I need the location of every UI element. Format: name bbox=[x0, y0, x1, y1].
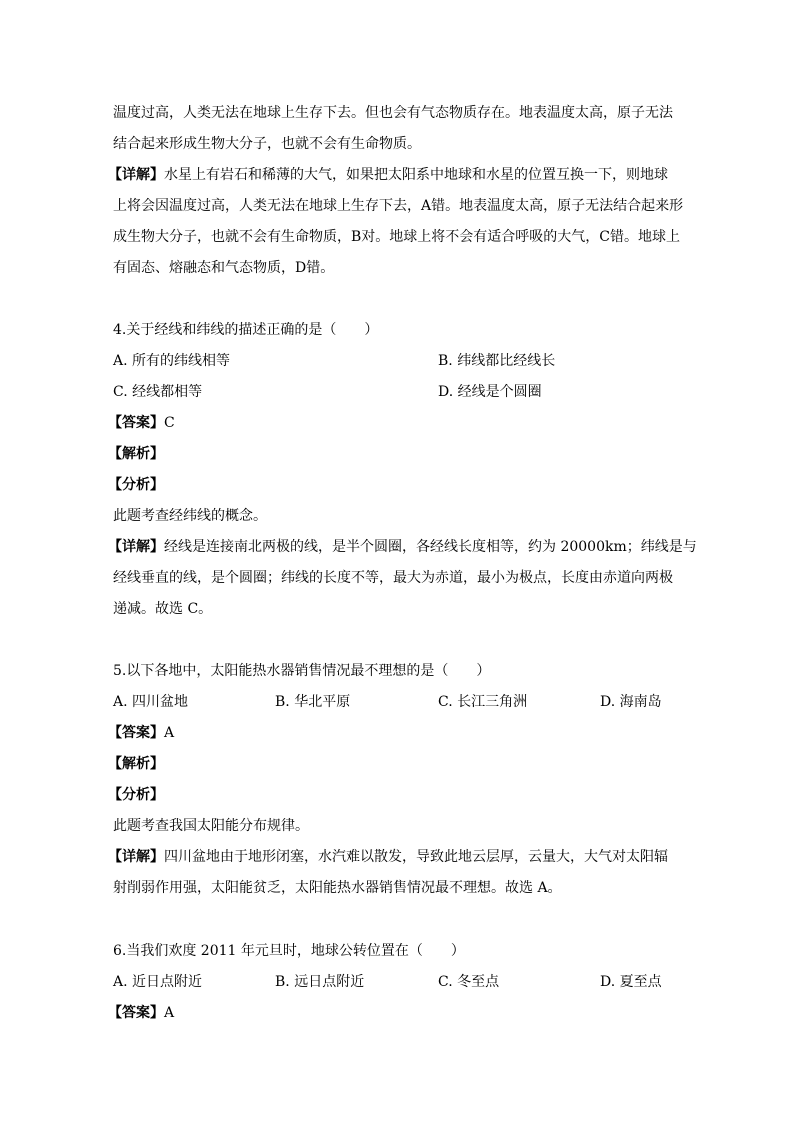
q6-option-b: B. 远日点附近 bbox=[275, 974, 365, 990]
q6-option-a: A. 近日点附近 bbox=[113, 974, 203, 990]
q6-option-d: D. 夏至点 bbox=[600, 974, 662, 990]
q4-analysis-tag: 【解析】 bbox=[108, 446, 164, 462]
q4-detail-line-3: 递减。故选 C。 bbox=[113, 601, 213, 617]
answer-tag: 【答案】 bbox=[108, 725, 164, 741]
q3-detail-line-1 bbox=[108, 166, 668, 184]
q5-fenxi-tag: 【分析】 bbox=[108, 787, 164, 803]
q4-detail-line-2: 经线垂直的线，是个圆圈；纬线的长度不等，最大为赤道，最小为极点，长度由赤道向两极 bbox=[113, 570, 673, 586]
q6-question: 6.当我们欢度 2011 年元旦时，地球公转位置在（ ） bbox=[113, 943, 465, 959]
q5-option-a: A. 四川盆地 bbox=[113, 694, 189, 710]
q3-detail-line-3: 成生物大分子，也就不会有生命物质，B对。地球上将不会有适合呼吸的大气，C错。地球上 bbox=[113, 229, 680, 245]
q4-fenxi-text: 此题考查经纬线的概念。 bbox=[113, 508, 267, 524]
q5-option-c: C. 长江三角洲 bbox=[438, 694, 528, 710]
q4-option-a: A. 所有的纬线相等 bbox=[113, 353, 231, 369]
q4-answer bbox=[108, 414, 175, 432]
q4-option-d: D. 经线是个圆圈 bbox=[438, 384, 542, 400]
q4-option-b: B. 纬线都比经线长 bbox=[438, 353, 556, 369]
q3-detail-text-1: 水星上有岩石和稀薄的大气，如果把太阳系中地球和水星的位置互换一下，则地球 bbox=[164, 167, 668, 183]
q5-question: 5.以下各地中，太阳能热水器销售情况最不理想的是（ ） bbox=[113, 663, 491, 679]
q4-detail-line-1 bbox=[108, 538, 697, 556]
q6-answer-value: A bbox=[164, 1005, 175, 1021]
q3-detail-line-4: 有固态、熔融态和气态物质，D错。 bbox=[113, 260, 335, 276]
q5-answer-value: A bbox=[164, 725, 175, 741]
q5-option-d: D. 海南岛 bbox=[600, 694, 662, 710]
intro-line-2: 结合起来形成生物大分子，也就不会有生命物质。 bbox=[113, 136, 421, 152]
detail-tag: 【详解】 bbox=[108, 849, 164, 865]
q5-detail-line-2: 射削弱作用强，太阳能贫乏，太阳能热水器销售情况最不理想。故选 A。 bbox=[113, 880, 562, 896]
q5-fenxi-text: 此题考查我国太阳能分布规律。 bbox=[113, 818, 309, 834]
q4-fenxi-tag: 【分析】 bbox=[108, 477, 164, 493]
q4-question: 4.关于经线和纬线的描述正确的是（ ） bbox=[113, 322, 379, 338]
answer-tag: 【答案】 bbox=[108, 415, 164, 431]
q4-detail-text-1: 经线是连接南北两极的线，是半个圆圈，各经线长度相等，约为 20000km；纬线是与 bbox=[164, 539, 697, 555]
q5-detail-line-1 bbox=[108, 848, 668, 866]
answer-tag: 【答案】 bbox=[108, 1005, 164, 1021]
q4-option-c: C. 经线都相等 bbox=[113, 384, 203, 400]
q5-answer bbox=[108, 724, 174, 742]
intro-line-1: 温度过高，人类无法在地球上生存下去。但也会有气态物质存在。地表温度太高，原子无法 bbox=[113, 105, 673, 121]
q4-answer-value: C bbox=[164, 415, 175, 431]
q5-option-b: B. 华北平原 bbox=[275, 694, 351, 710]
q6-option-c: C. 冬至点 bbox=[438, 974, 500, 990]
q5-detail-text-1: 四川盆地由于地形闭塞，水汽难以散发，导致此地云层厚，云量大，大气对太阳辐 bbox=[164, 849, 668, 865]
q5-analysis-tag: 【解析】 bbox=[108, 756, 164, 772]
detail-tag: 【详解】 bbox=[108, 539, 164, 555]
q6-answer bbox=[108, 1004, 174, 1022]
q3-detail-line-2: 上将会因温度过高，人类无法在地球上生存下去，A错。地表温度太高，原子无法结合起来形 bbox=[113, 198, 684, 214]
detail-tag: 【详解】 bbox=[108, 167, 164, 183]
